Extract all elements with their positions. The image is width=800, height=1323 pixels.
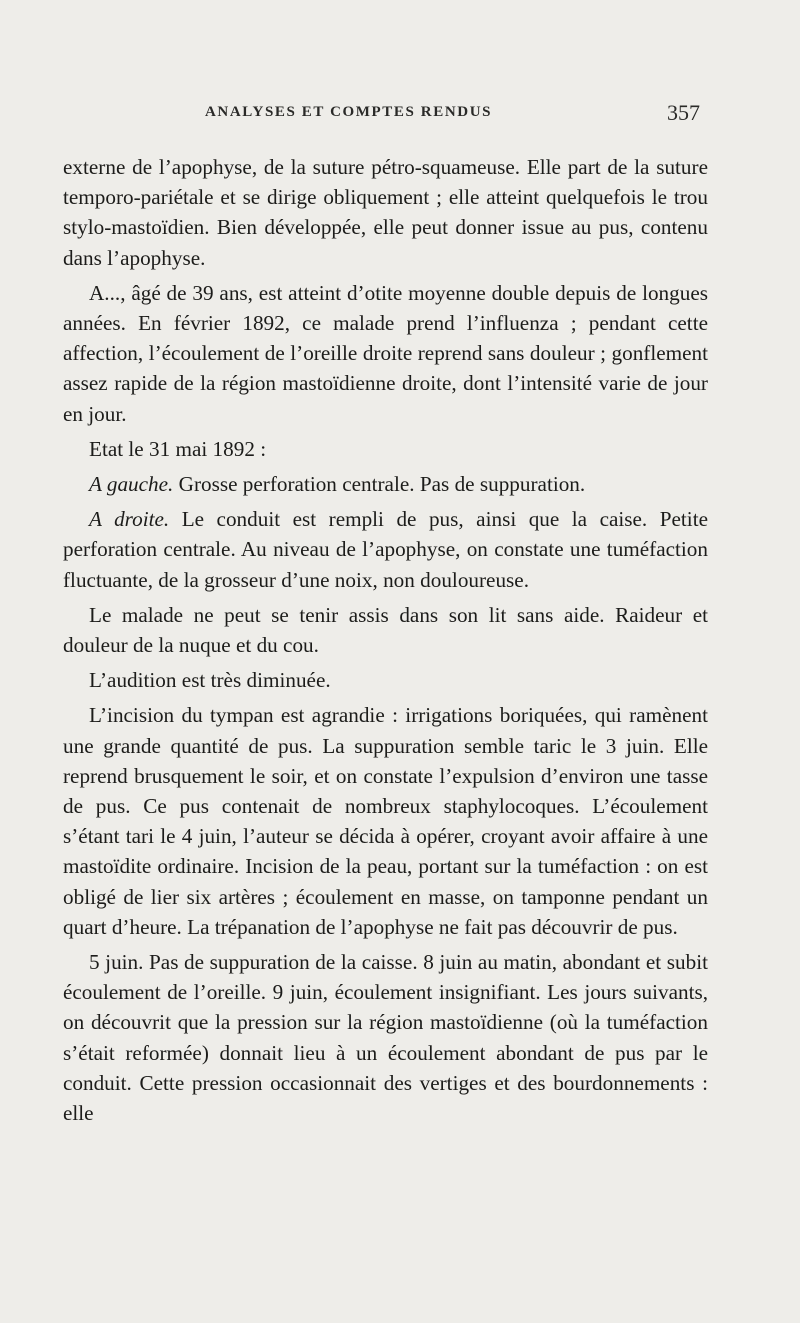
paragraph [63,469,708,499]
paragraph: Etat le 31 mai 1892 : [89,436,267,461]
paragraph: L’incision du tympan est agrandie : irrigations boriquées, qui ramènent une grande quantité de pus. La suppuration semble taric le 3 juin. Elle reprend brusquement le soir, et on constate l’expulsion d’environ une tasse de pus. Ce pus contenait de nombreux staphylocoques. L’écoulement s’étant tari le 4 juin, l’auteur se décida à opérer, croyant avoir affaire à une mastoïdite ordinaire. Incision de la peau, portant sur la tuméfaction : on est obligé de lier six artères ; écoulement en masse, on tamponne pendant un quart d’heure. La trépanation de l’apophyse ne fait pas découvrir de pus. [63,703,708,939]
body-text [63,152,708,1128]
page-header [0,100,800,130]
paragraph: A..., âgé de 39 ans, est atteint d’otite moyenne double depuis de longues années. En février 1892, ce malade prend l’influenza ; pendant cette affection, l’écoulement de l’oreille droite reprend sans douleur ; gonflement assez rapide de la région mastoïdienne droite, dont l’intensité varie de jour en jour. [63,280,708,426]
paragraph: 5 juin. Pas de suppuration de la caisse. 8 juin au matin, abondant et subit écoulement de l’oreille. 9 juin, écoulement insignifiant. Les jours suivants, on découvrit que la pression sur la région mastoïdienne (où la tuméfaction s’était reformée) donnait lieu à un écoulement abondant de pus par le conduit. Cette pression occasionnait des vertiges et des bourdonnements : elle [63,950,708,1126]
italic-label: A droite. [89,507,170,532]
paragraph-text: Grosse perforation centrale. Pas de suppuration. [173,472,586,497]
page-number: 357 [667,100,700,125]
italic-label: A gauche. [89,472,174,497]
paragraph: Le malade ne peut se tenir assis dans son lit sans aide. Raideur et douleur de la nuque et du cou. [63,602,708,658]
paragraph: externe de l’apophyse, de la suture pétro-squameuse. Elle part de la suture temporo-pariétale et se dirige obliquement ; elle atteint quelquefois le trou stylo-mastoïdien. Bien développée, elle peut donner issue au pus, contenu dans l’apophyse. [63,155,708,270]
paragraph: L’audition est très diminuée. [89,668,331,693]
paragraph-text: Le conduit est rempli de pus, ainsi que la caise. Petite perforation centrale. Au niveau de l’apophyse, on constate une tuméfaction fluctuante, de la grosseur d’une noix, non douloureuse. [63,507,708,592]
running-head: ANALYSES ET COMPTES RENDUS [205,104,493,120]
paragraph [63,504,708,595]
